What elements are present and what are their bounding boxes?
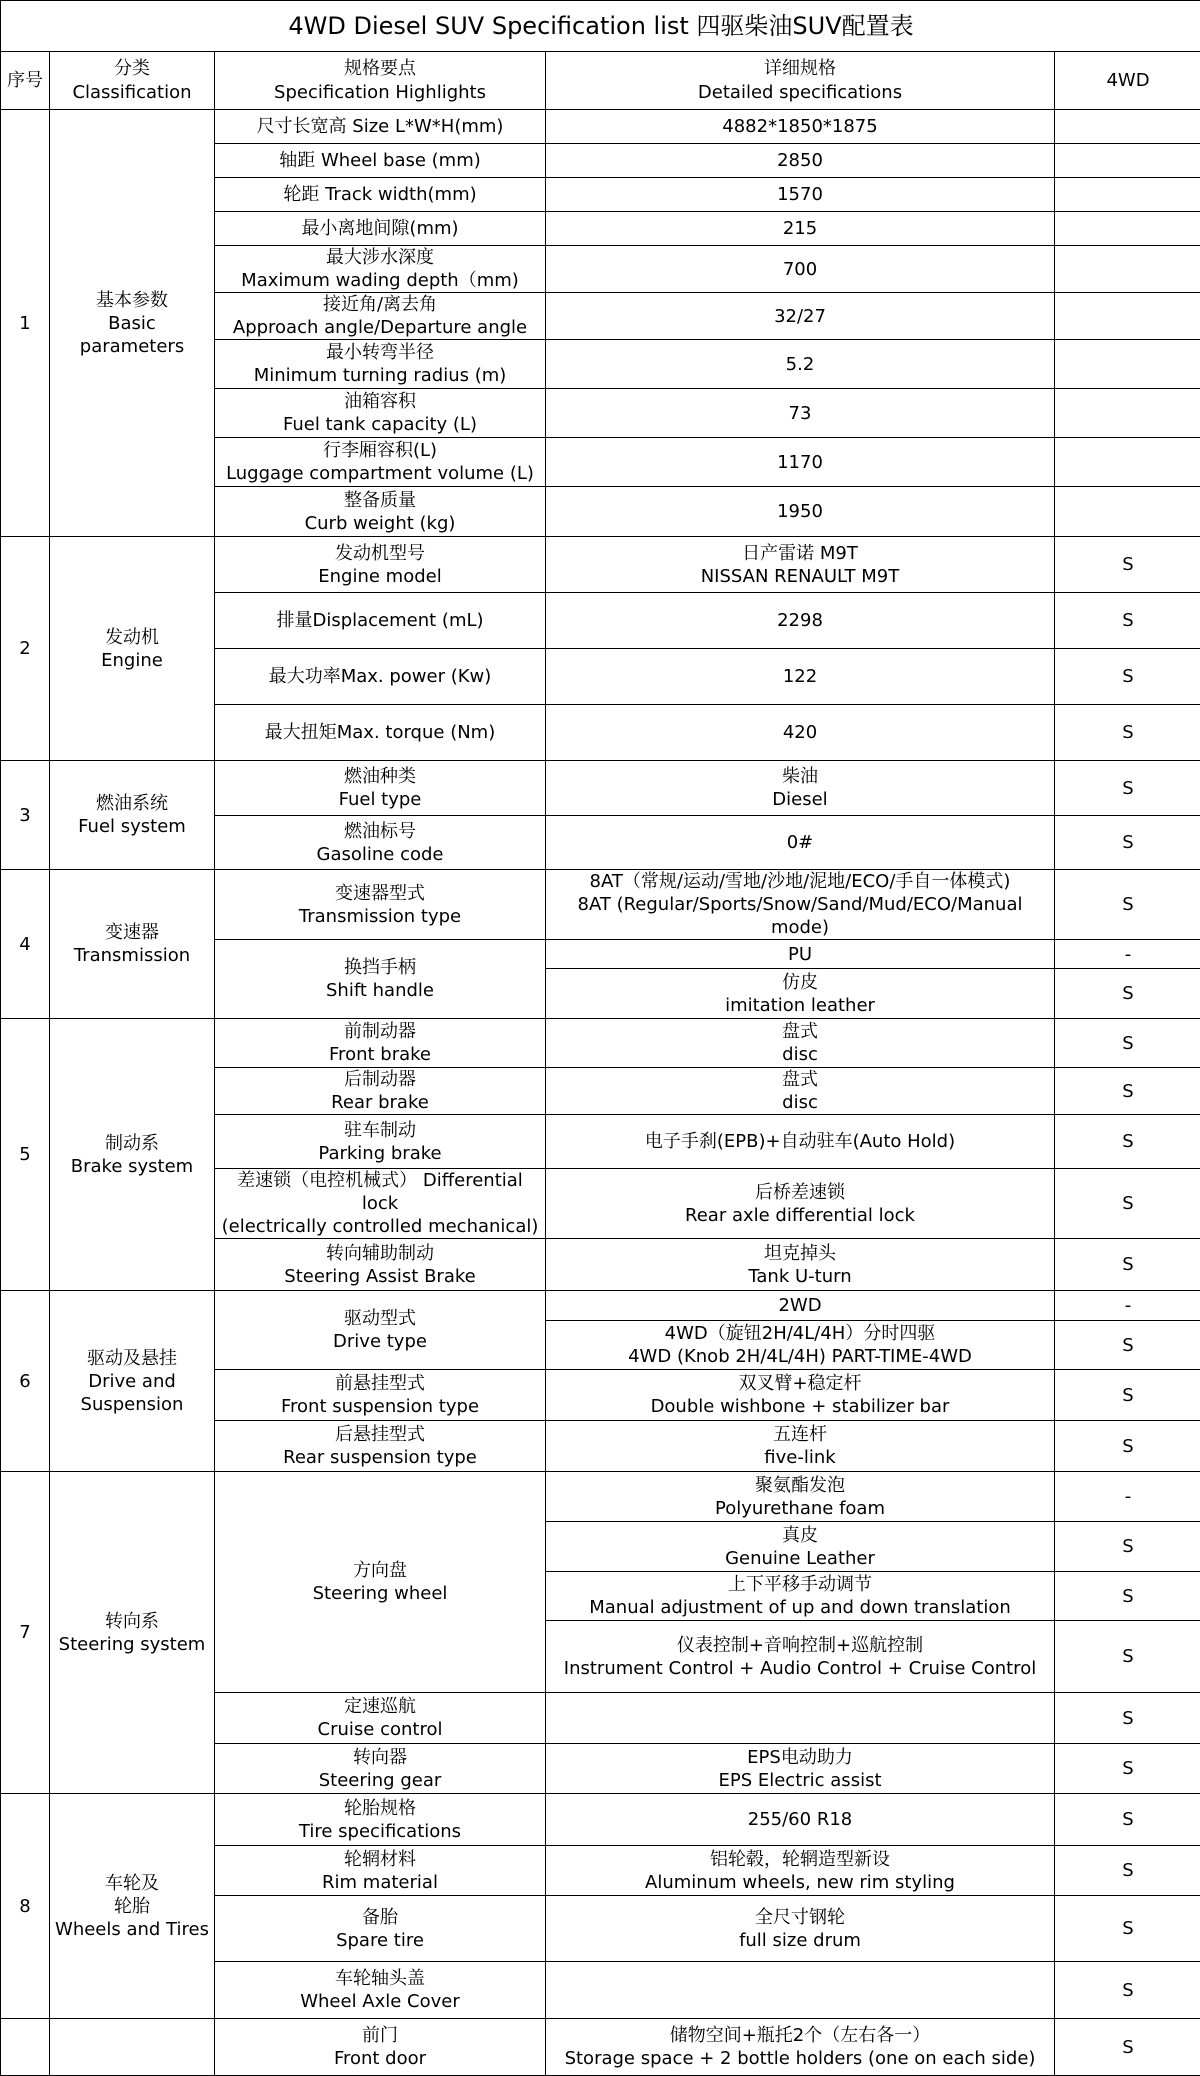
spec-detail: 日产雷诺 M9T NISSAN RENAULT M9T bbox=[546, 537, 1055, 593]
spec-item: 最大功率Max. power (Kw) bbox=[215, 649, 546, 705]
spec-item: 差速锁（电控机械式） Differential lock (electrically controlled mechanical) bbox=[215, 1169, 546, 1239]
table-row bbox=[1, 870, 1200, 940]
spec-value: S bbox=[1055, 537, 1200, 593]
spec-detail: 铝轮毂，轮辋造型新设 Aluminum wheels, new rim styling bbox=[546, 1846, 1055, 1896]
spec-value bbox=[1055, 293, 1200, 340]
spec-detail: 700 bbox=[546, 246, 1055, 293]
table-title: 4WD Diesel SUV Specification list 四驱柴油SUV配置表 bbox=[1, 1, 1200, 52]
spec-value: S bbox=[1055, 870, 1200, 940]
spec-value: S bbox=[1055, 649, 1200, 705]
spec-value: S bbox=[1055, 1522, 1200, 1572]
spec-item: 燃油标号 Gasoline code bbox=[215, 816, 546, 870]
spec-item: 转向器 Steering gear bbox=[215, 1744, 546, 1794]
spec-value: S bbox=[1055, 1621, 1200, 1693]
spec-item: 行李厢容积(L) Luggage compartment volume (L) bbox=[215, 438, 546, 487]
spec-detail: 柴油 Diesel bbox=[546, 761, 1055, 816]
spec-item: 转向辅助制动 Steering Assist Brake bbox=[215, 1239, 546, 1291]
spec-value bbox=[1055, 487, 1200, 537]
spec-value bbox=[1055, 340, 1200, 389]
spec-detail: 32/27 bbox=[546, 293, 1055, 340]
spec-detail: 后桥差速锁 Rear axle differential lock bbox=[546, 1169, 1055, 1239]
spec-value: S bbox=[1055, 705, 1200, 761]
spec-item: 轴距 Wheel base (mm) bbox=[215, 144, 546, 178]
spec-value: S bbox=[1055, 1019, 1200, 1068]
header-detailed: 详细规格 Detailed specifications bbox=[546, 52, 1055, 110]
section-number: 7 bbox=[1, 1472, 50, 1794]
spec-detail: EPS电动助力 EPS Electric assist bbox=[546, 1744, 1055, 1794]
spec-item: 发动机型号 Engine model bbox=[215, 537, 546, 593]
spec-detail: 坦克掉头 Tank U-turn bbox=[546, 1239, 1055, 1291]
spec-value: - bbox=[1055, 1472, 1200, 1522]
spec-table-body bbox=[1, 1, 1200, 2076]
spec-item: 轮距 Track width(mm) bbox=[215, 178, 546, 212]
spec-value: S bbox=[1055, 969, 1200, 1019]
spec-detail: 4WD（旋钮2H/4L/4H）分时四驱 4WD (Knob 2H/4L/4H) PART-TIME-4WD bbox=[546, 1321, 1055, 1370]
header-no: 序号 bbox=[1, 52, 50, 110]
spec-item: 最大涉水深度 Maximum wading depth（mm) bbox=[215, 246, 546, 293]
spec-detail: 2850 bbox=[546, 144, 1055, 178]
spec-item: 方向盘 Steering wheel bbox=[215, 1472, 546, 1693]
spec-value: S bbox=[1055, 1744, 1200, 1794]
spec-detail: 真皮 Genuine Leather bbox=[546, 1522, 1055, 1572]
table-row bbox=[1, 537, 1200, 593]
spec-detail: 盘式 disc bbox=[546, 1019, 1055, 1068]
table-row bbox=[1, 1019, 1200, 1068]
spec-value bbox=[1055, 246, 1200, 293]
table-row bbox=[1, 1794, 1200, 1846]
section-number: 4 bbox=[1, 870, 50, 1019]
title-row bbox=[1, 1, 1200, 52]
spec-detail bbox=[546, 1693, 1055, 1744]
spec-value bbox=[1055, 438, 1200, 487]
spec-detail: 2298 bbox=[546, 593, 1055, 649]
spec-item: 换挡手柄 Shift handle bbox=[215, 940, 546, 1019]
spec-item: 轮辋材料 Rim material bbox=[215, 1846, 546, 1896]
spec-value bbox=[1055, 110, 1200, 144]
spec-value: S bbox=[1055, 1169, 1200, 1239]
spec-detail: 电子手刹(EPB)+自动驻车(Auto Hold) bbox=[546, 1115, 1055, 1169]
section-number: 1 bbox=[1, 110, 50, 537]
spec-detail: 255/60 R18 bbox=[546, 1794, 1055, 1846]
spec-value: S bbox=[1055, 1370, 1200, 1421]
spec-item: 后制动器 Rear brake bbox=[215, 1068, 546, 1115]
spec-item: 排量Displacement (mL) bbox=[215, 593, 546, 649]
spec-item: 变速器型式 Transmission type bbox=[215, 870, 546, 940]
section-classification: 基本参数 Basic parameters bbox=[50, 110, 215, 537]
spec-item: 前悬挂型式 Front suspension type bbox=[215, 1370, 546, 1421]
spec-detail: 420 bbox=[546, 705, 1055, 761]
header-highlights: 规格要点 Specification Highlights bbox=[215, 52, 546, 110]
spec-detail: 双叉臂+稳定杆 Double wishbone + stabilizer bar bbox=[546, 1370, 1055, 1421]
spec-detail: 2WD bbox=[546, 1291, 1055, 1321]
spec-item: 整备质量 Curb weight (kg) bbox=[215, 487, 546, 537]
section-classification: 制动系 Brake system bbox=[50, 1019, 215, 1291]
spec-item: 燃油种类 Fuel type bbox=[215, 761, 546, 816]
table-row bbox=[1, 1291, 1200, 1321]
section-classification: 变速器 Transmission bbox=[50, 870, 215, 1019]
section-number: 5 bbox=[1, 1019, 50, 1291]
spec-item: 尺寸长宽高 Size L*W*H(mm) bbox=[215, 110, 546, 144]
spec-value: S bbox=[1055, 1693, 1200, 1744]
spec-value: S bbox=[1055, 1794, 1200, 1846]
spec-item: 驱动型式 Drive type bbox=[215, 1291, 546, 1370]
spec-value: S bbox=[1055, 1321, 1200, 1370]
spec-value: S bbox=[1055, 1115, 1200, 1169]
spec-item: 车轮轴头盖 Wheel Axle Cover bbox=[215, 1962, 546, 2019]
section-classification: 燃油系统 Fuel system bbox=[50, 761, 215, 870]
spec-value bbox=[1055, 144, 1200, 178]
spec-value: - bbox=[1055, 1291, 1200, 1321]
spec-value bbox=[1055, 178, 1200, 212]
spec-detail: 5.2 bbox=[546, 340, 1055, 389]
spec-detail bbox=[546, 1962, 1055, 2019]
spec-item: 后悬挂型式 Rear suspension type bbox=[215, 1421, 546, 1472]
spec-detail: 0# bbox=[546, 816, 1055, 870]
section-classification: 发动机 Engine bbox=[50, 537, 215, 761]
table-row bbox=[1, 110, 1200, 144]
spec-item: 最小转弯半径 Minimum turning radius (m) bbox=[215, 340, 546, 389]
spec-value: S bbox=[1055, 1896, 1200, 1962]
header-classification: 分类 Classification bbox=[50, 52, 215, 110]
spec-detail: 储物空间+瓶托2个（左右各一） Storage space + 2 bottle holders (one on each side) bbox=[546, 2019, 1055, 2076]
spec-detail: 1570 bbox=[546, 178, 1055, 212]
spec-detail: 4882*1850*1875 bbox=[546, 110, 1055, 144]
spec-value: S bbox=[1055, 1846, 1200, 1896]
table-row bbox=[1, 761, 1200, 816]
section-classification bbox=[50, 2019, 215, 2076]
spec-item: 接近角/离去角 Approach angle/Departure angle bbox=[215, 293, 546, 340]
spec-detail: 1950 bbox=[546, 487, 1055, 537]
header-row bbox=[1, 52, 1200, 110]
section-number: 8 bbox=[1, 1794, 50, 2019]
spec-value bbox=[1055, 212, 1200, 246]
spec-detail: 73 bbox=[546, 389, 1055, 438]
table-row bbox=[1, 2019, 1200, 2076]
spec-detail: 上下平移手动调节 Manual adjustment of up and down translation bbox=[546, 1572, 1055, 1621]
spec-detail: 仿皮 imitation leather bbox=[546, 969, 1055, 1019]
spec-detail: 五连杆 five-link bbox=[546, 1421, 1055, 1472]
section-number bbox=[1, 2019, 50, 2076]
section-classification: 车轮及 轮胎 Wheels and Tires bbox=[50, 1794, 215, 2019]
spec-value: S bbox=[1055, 761, 1200, 816]
spec-value: S bbox=[1055, 2019, 1200, 2076]
spec-item: 轮胎规格 Tire specifications bbox=[215, 1794, 546, 1846]
spec-detail: 仪表控制+音响控制+巡航控制 Instrument Control + Audio Control + Cruise Control bbox=[546, 1621, 1055, 1693]
spec-item: 最小离地间隙(mm) bbox=[215, 212, 546, 246]
spec-item: 前门 Front door bbox=[215, 2019, 546, 2076]
section-number: 2 bbox=[1, 537, 50, 761]
spec-detail: PU bbox=[546, 940, 1055, 969]
section-classification: 转向系 Steering system bbox=[50, 1472, 215, 1794]
spec-detail: 8AT（常规/运动/雪地/沙地/泥地/ECO/手自一体模式) 8AT (Regular/Sports/Snow/Sand/Mud/ECO/Manual mode) bbox=[546, 870, 1055, 940]
spec-detail: 全尺寸钢轮 full size drum bbox=[546, 1896, 1055, 1962]
spec-detail: 215 bbox=[546, 212, 1055, 246]
spec-value: S bbox=[1055, 1421, 1200, 1472]
header-variant: 4WD bbox=[1055, 52, 1200, 110]
spec-value: S bbox=[1055, 1239, 1200, 1291]
section-number: 6 bbox=[1, 1291, 50, 1472]
spec-value: S bbox=[1055, 816, 1200, 870]
spec-item: 油箱容积 Fuel tank capacity (L) bbox=[215, 389, 546, 438]
spec-item: 前制动器 Front brake bbox=[215, 1019, 546, 1068]
table-row bbox=[1, 1472, 1200, 1522]
section-number: 3 bbox=[1, 761, 50, 870]
spec-detail: 盘式 disc bbox=[546, 1068, 1055, 1115]
section-classification: 驱动及悬挂 Drive and Suspension bbox=[50, 1291, 215, 1472]
spec-item: 定速巡航 Cruise control bbox=[215, 1693, 546, 1744]
spec-value: S bbox=[1055, 1962, 1200, 2019]
spec-item: 驻车制动 Parking brake bbox=[215, 1115, 546, 1169]
spec-value: - bbox=[1055, 940, 1200, 969]
spec-value: S bbox=[1055, 593, 1200, 649]
spec-item: 备胎 Spare tire bbox=[215, 1896, 546, 1962]
spec-detail: 122 bbox=[546, 649, 1055, 705]
spec-value bbox=[1055, 389, 1200, 438]
spec-value: S bbox=[1055, 1068, 1200, 1115]
spec-detail: 聚氨酯发泡 Polyurethane foam bbox=[546, 1472, 1055, 1522]
spec-detail: 1170 bbox=[546, 438, 1055, 487]
spec-item: 最大扭矩Max. torque (Nm) bbox=[215, 705, 546, 761]
spec-value: S bbox=[1055, 1572, 1200, 1621]
